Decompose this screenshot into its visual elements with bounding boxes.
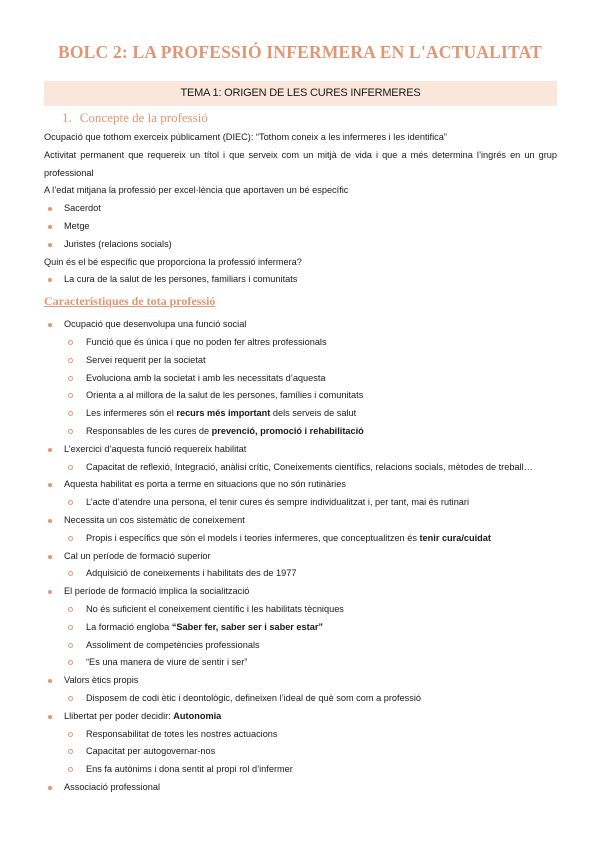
characteristic-item bbox=[44, 708, 557, 726]
emphasis-text: tenir cura/cuidat bbox=[419, 532, 491, 543]
sub-bullet-text: La formació engloba bbox=[86, 621, 172, 632]
sub-bullet-item: Ens fa autònims i dona sentit al propi rol d’infermer bbox=[44, 761, 557, 779]
sub-bullet-item: Evoluciona amb la societat i amb les necessitats d’aquesta bbox=[44, 370, 557, 388]
paragraph: Activitat permanent que requereix un títol i que serveix com un mitjà de vida i que a més determina l’ingrés en un grup professional bbox=[44, 149, 557, 178]
characteristic-item: Associació professional bbox=[44, 779, 557, 797]
sub-bullet-item: “Es una manera de viure de sentir i ser” bbox=[44, 654, 557, 672]
sub-bullet-item bbox=[44, 423, 557, 441]
characteristic-item: Cal un període de formació superior bbox=[44, 548, 557, 566]
characteristics-list bbox=[44, 316, 557, 797]
emphasis-text: “Saber fer, saber ser i saber estar” bbox=[171, 621, 323, 632]
sub-bullet-item bbox=[44, 619, 557, 637]
document-title: BOLC 2: LA PROFESSIÓ INFERMERA EN L'ACTUALITAT bbox=[57, 42, 543, 62]
paragraph: Ocupació que tothom exerceix públicament (DIEC): “Tothom coneix a les infermeres i les identifica” bbox=[44, 132, 447, 142]
sub-bullet-item: Disposem de codi ètic i deontològic, defineixen l’ideal de què som com a professió bbox=[44, 690, 557, 708]
paragraph: A l’edat mitjana la professió per excel·lència que aportaven un bé específic bbox=[44, 185, 349, 196]
bullet-item: Metge bbox=[44, 218, 557, 236]
characteristic-item: El període de formació implica la socialització bbox=[44, 583, 557, 601]
sub-bullet-text: Les infermeres són el bbox=[86, 408, 177, 419]
characteristic-item: Valors ètics propis bbox=[44, 672, 557, 690]
sub-bullet-item: L’acte d’atendre una persona, el tenir cures és sempre individualitzat i, per tant, mai és rutinari bbox=[44, 494, 557, 512]
sub-bullet-text: Propis i específics que són el models i teories infermeres, que conceptualitzen és bbox=[86, 532, 420, 543]
sub-bullet-text: dels serveis de salut bbox=[270, 408, 357, 419]
document-body bbox=[44, 109, 557, 797]
sub-bullet-item: Servei requerit per la societat bbox=[44, 352, 557, 370]
sub-bullet-item: Responsabilitat de totes les nostres actuacions bbox=[44, 726, 557, 744]
question-paragraph: Quin és el bé específic que proporciona la professió infermera? bbox=[44, 256, 302, 267]
sub-bullet-item: Orienta a al millora de la salut de les persones, famílies i comunitats bbox=[44, 387, 557, 405]
characteristic-item: Aquesta habilitat es porta a terme en situacions que no són rutinàries bbox=[44, 476, 557, 494]
characteristic-label: Llibertat per poder decidir: bbox=[64, 710, 174, 721]
bullet-item: La cura de la salut de les persones, familiars i comunitats bbox=[44, 271, 557, 289]
sub-bullet-item bbox=[44, 530, 557, 548]
emphasis-text: prevenció, promoció i rehabilitació bbox=[211, 425, 364, 436]
sub-bullet-item: Funció que és única i que no poden fer altres professionals bbox=[44, 334, 557, 352]
topic-title: TEMA 1: ORIGEN DE LES CURES INFERMERES bbox=[180, 87, 421, 99]
sub-bullet-item bbox=[44, 405, 557, 423]
characteristic-label-emphasis: Autonomia bbox=[173, 710, 222, 721]
subsection-heading: Característiques de tota professió bbox=[44, 294, 216, 309]
sub-bullet-item: Capacitat per autogovernar-nos bbox=[44, 743, 557, 761]
characteristic-item: Ocupació que desenvolupa una funció social bbox=[44, 316, 557, 334]
characteristic-item: L’exercici d’aquesta funció requereix habilitat bbox=[44, 441, 557, 459]
topic-banner bbox=[44, 81, 557, 106]
section-number: 1. bbox=[62, 110, 72, 125]
bullet-item: Sacerdot bbox=[44, 200, 557, 218]
sub-bullet-item: Assoliment de competències professionals bbox=[44, 637, 557, 655]
section-title: Concepte de la professió bbox=[79, 110, 208, 125]
sub-bullet-item: Adquisició de coneixements i habilitats des de 1977 bbox=[44, 565, 557, 583]
emphasis-text: recurs més important bbox=[176, 408, 271, 419]
bullet-item: Juristes (relacions socials) bbox=[44, 236, 557, 254]
sub-bullet-item: Capacitat de reflexió, Integració, anàlisi crític, Coneixements científics, relacions socials, mètodes de treball… bbox=[44, 459, 557, 477]
characteristic-item: Necessita un cos sistemàtic de coneixement bbox=[44, 512, 557, 530]
section-heading bbox=[62, 109, 557, 127]
sub-bullet-item: No és suficient el coneixement científic i les habilitats tècniques bbox=[44, 601, 557, 619]
sub-bullet-text: Responsables de les cures de bbox=[86, 425, 212, 436]
